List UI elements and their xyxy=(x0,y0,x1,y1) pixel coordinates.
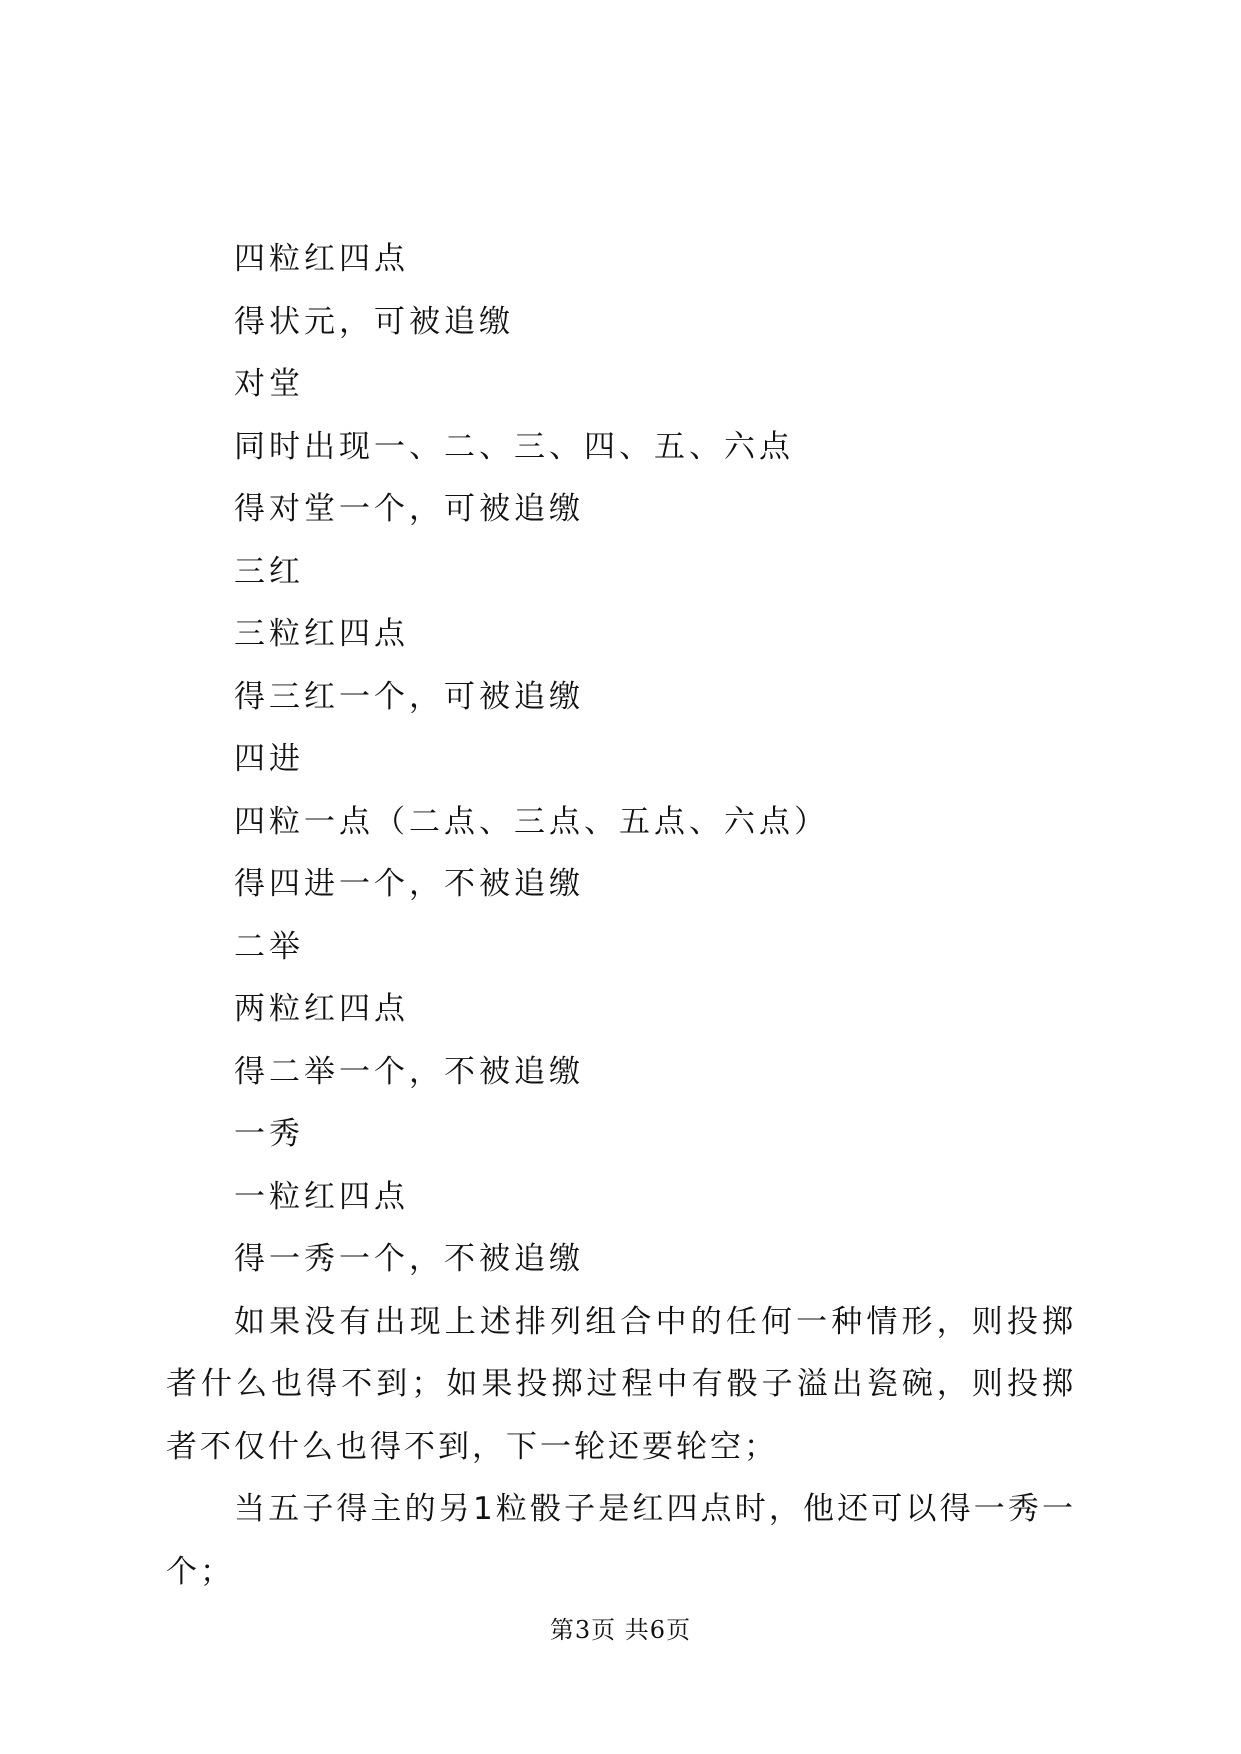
text-line: 一粒红四点 xyxy=(234,1178,409,1215)
text-line: 二举 xyxy=(234,928,304,965)
text-line: 得对堂一个，可被追缴 xyxy=(234,491,584,527)
body-paragraph: 如果没有出现上述排列组合中的任何一种情形，则投掷者什么也得不到；如果投掷过程中有骰子溢出瓷碗，则投掷者不仅什么也得不到，下一轮还要轮空； xyxy=(166,1303,1076,1465)
text-line: 得状元，可被追缴 xyxy=(234,303,514,340)
text-line: 三红 xyxy=(234,553,304,590)
body-paragraph: 当五子得主的另1粒骰子是红四点时，他还可以得一秀一个； xyxy=(166,1491,1076,1590)
text-line: 四进 xyxy=(234,741,304,777)
text-line: 对堂 xyxy=(234,366,304,402)
text-line: 得二举一个，不被追缴 xyxy=(234,1053,584,1090)
text-line: 两粒红四点 xyxy=(234,991,409,1027)
text-line: 一秀 xyxy=(234,1116,304,1152)
text-line: 得四进一个，不被追缴 xyxy=(234,866,584,902)
text-line: 四粒红四点 xyxy=(234,241,409,277)
text-line: 得一秀一个，不被追缴 xyxy=(234,1241,584,1277)
text-line: 三粒红四点 xyxy=(234,616,409,652)
page-footer: 第3页 共6页 xyxy=(549,1616,692,1644)
text-line: 得三红一个，可被追缴 xyxy=(234,678,584,715)
text-line: 四粒一点（二点、三点、五点、六点） xyxy=(234,803,829,840)
page-content xyxy=(166,228,1076,1603)
text-line: 同时出现一、二、三、四、五、六点 xyxy=(234,428,794,465)
